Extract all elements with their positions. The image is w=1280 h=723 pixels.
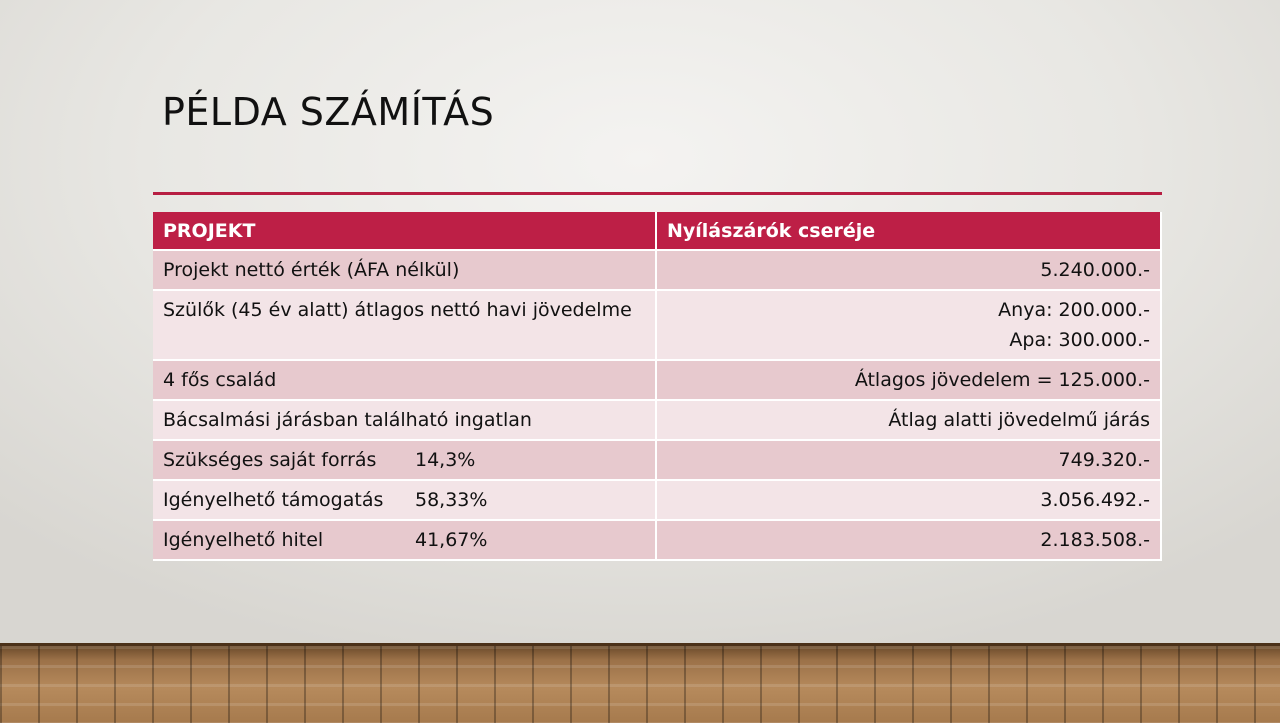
- table-row: [153, 250, 1161, 290]
- row-value: Átlagos jövedelem = 125.000.-: [656, 360, 1161, 400]
- row-value: 2.183.508.-: [656, 520, 1161, 560]
- row-value: 3.056.492.-: [656, 480, 1161, 520]
- row-label: Projekt nettó érték (ÁFA nélkül): [153, 250, 656, 290]
- table-row: [153, 440, 1161, 480]
- row-label: 4 fős család: [153, 360, 656, 400]
- title-divider: [153, 192, 1162, 195]
- calculation-table: [153, 212, 1162, 561]
- table-row: [153, 520, 1161, 560]
- table-row: [153, 360, 1161, 400]
- value-line: Apa: 300.000.-: [1009, 329, 1150, 351]
- row-percent: 14,3%: [415, 449, 476, 471]
- row-label: Szülők (45 év alatt) átlagos nettó havi jövedelme: [153, 290, 656, 360]
- table-header-row: [153, 212, 1161, 250]
- header-project-name: Nyílászárók cseréje: [656, 212, 1161, 250]
- row-value: Átlag alatti jövedelmű járás: [656, 400, 1161, 440]
- value-line: Anya: 200.000.-: [998, 299, 1150, 321]
- table-row: [153, 290, 1161, 360]
- row-label: Igényelhető támogatás 58,33%: [153, 480, 656, 520]
- row-label: Bácsalmási járásban található ingatlan: [153, 400, 656, 440]
- row-label: Szükséges saját forrás 14,3%: [153, 440, 656, 480]
- wooden-floor-decoration: [0, 643, 1280, 723]
- row-label: Igényelhető hitel 41,67%: [153, 520, 656, 560]
- row-value: 749.320.-: [656, 440, 1161, 480]
- table-row: [153, 400, 1161, 440]
- slide-title: PÉLDA SZÁMÍTÁS: [162, 90, 495, 134]
- row-value: [656, 290, 1161, 360]
- row-percent: 58,33%: [415, 489, 488, 511]
- row-percent: 41,67%: [415, 529, 488, 551]
- header-project: PROJEKT: [153, 212, 656, 250]
- row-value: 5.240.000.-: [656, 250, 1161, 290]
- table-row: [153, 480, 1161, 520]
